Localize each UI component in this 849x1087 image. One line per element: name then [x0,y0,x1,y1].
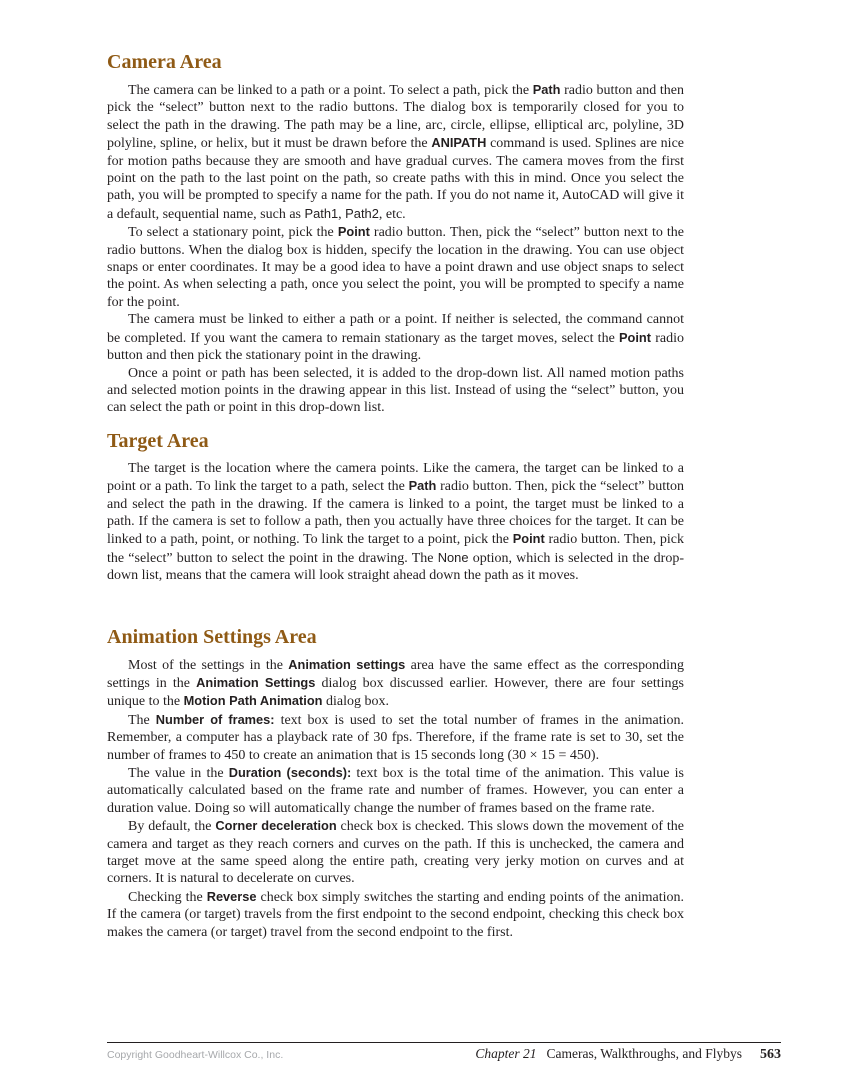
section-animation-settings-area [107,625,684,942]
ui-term: Point [512,531,545,547]
body-text: radio button and then pick the stationary point in the drawing. [107,330,685,364]
body-text: radio button. Then, pick the “select” button to select the point in the drawing. The [107,532,684,566]
ui-term: Number of frames: [155,711,275,727]
body-text: text box is the total time of the animation. This value is automatically calculated based on the frame rate and number of frames. However, you can enter a duration value. Doing so will automatically change the number of frames based on the frame rate. [107,766,684,816]
paragraph [107,888,684,941]
body-text: The [128,712,156,728]
ui-term: Corner deceleration [215,818,337,834]
ui-term: None [437,549,469,565]
section-body [107,81,684,417]
page-content [107,50,684,941]
paragraph [107,711,684,764]
paragraph [107,223,684,311]
section-heading: Target Area [107,429,209,452]
paragraph [107,764,684,817]
body-text: option, which is selected in the drop-down list, means that the camera will look straight ahead down the path as it moves. [107,550,685,584]
body-text: dialog box. [322,694,389,710]
body-text: Most of the settings in the [128,657,289,673]
body-text: The target is the location where the camera points. Like the camera, the target can be linked to a point or a path. To link the target to a path, select the [107,460,684,495]
body-text: The camera can be linked to a path or a point. To select a path, pick the [128,83,533,98]
ui-term: Animation settings [288,656,406,672]
body-text: To select a stationary point, pick the [128,225,338,241]
body-text: text box is used to set the total number of frames in the animation. Remember, a computer has a playback rate of 30 fps. Therefore, if the frame rate is set to 30, set the number of frames to 450 to create an animation that is 15 seconds long (30 × 15 = 450). [107,712,685,763]
paragraph [107,365,684,417]
body-text: check box is checked. This slows down the movement of the camera and target as they reach corners and curves on the path. If this is unchecked, the camera and target move at the same speed along the entire path, creating very jerky motion on curves and at corners. It is natural to decelerate on curves. [107,819,685,887]
chapter-title: Cameras, Walkthroughs, and Flybys [546,1046,742,1061]
copyright-notice: Copyright Goodheart-Willcox Co., Inc. [107,1049,284,1061]
body-text: The value in the [128,766,229,781]
running-footer [475,1046,781,1063]
body-text: radio button. Then, pick the “select” button and select the path in the drawing. If the camera is linked to a point, the target must be linked to a path. If the camera is set to follow a path, then you actually have three choices for the target. It can be linked to a path, point, or nothing. To link the target to a point, pick the [107,479,685,548]
section-target-area [107,429,684,585]
section-camera-area [107,50,684,417]
ui-term: Point [619,329,652,345]
body-text: Once a point or path has been selected, it is added to the drop-down list. All named motion paths and selected motion points in the drawing appear in this list. Instead of using the “select” button, you can select the path or point in this drop-down list. [107,365,684,416]
ui-term: ANIPATH [431,135,487,151]
footer-rule [107,1042,781,1043]
paragraph [107,817,684,888]
ui-term: Path1 [304,205,339,221]
body-text: radio button. Then, pick the “select” button next to the radio buttons. When the dialog box is hidden, specify the location in the drawing. You can use object snaps or enter coordinates. It may be a good idea to have a point drawn and use object snaps to select the point. As when selecting a path, once you select the point, you will be prompted to specify a name for the point. [107,225,685,310]
section-body [107,656,684,942]
ui-term: Animation Settings [196,674,316,690]
body-text: The camera must be linked to either a path or a point. If neither is selected, the command cannot be completed. If you want the camera to remain stationary as the target moves, select the [107,312,684,346]
paragraph [107,311,684,364]
ui-term: Path [408,478,437,494]
body-text: , etc. [378,206,406,222]
body-text: By default, the [128,819,216,835]
section-heading: Camera Area [107,51,222,73]
body-text: radio button and then pick the “select” button next to the radio buttons. The dialog box is temporarily closed for you to select the path in the drawing. The path may be a line, arc, circle, ellipse, elliptical arc, polyline, 3D polyline, spline, or helix, but it must be drawn before the [107,83,684,152]
ui-term: Motion Path Animation [183,693,323,709]
ui-term: Reverse [206,888,257,904]
paragraph [107,460,684,585]
ui-term: Point [337,224,370,240]
body-text: command is used. Splines are nice for motion paths because they are smooth and have gradual curves. The camera moves from the first point on the path to the last point on the path, so create paths with this in mind. Once you select the path, you will be prompted to specify a name for the path. If you do not name it, AutoCAD will give it a default, sequential name, such as [107,136,685,222]
footer-row [107,1046,781,1063]
ui-term: Path2 [345,205,379,221]
paragraph [107,656,684,711]
paragraph [107,81,684,223]
body-text: area have the same effect as the corresponding settings in the [107,657,684,691]
section-body [107,460,684,585]
body-text: Checking the [128,889,207,905]
ui-term: Duration (seconds): [228,765,352,780]
ui-term: Path [532,82,561,97]
section-heading: Animation Settings Area [107,625,317,648]
body-text: , [338,206,346,222]
page-number: 563 [760,1047,781,1062]
body-text: check box simply switches the starting and ending points of the animation. If the camera (or target) travels from the first endpoint to the second endpoint, checking this check box makes the camera (or target) travel from the second endpoint to the first. [107,889,684,940]
chapter-label: Chapter 21 [475,1046,537,1061]
body-text: dialog box discussed earlier. However, there are four settings unique to the [107,675,684,710]
